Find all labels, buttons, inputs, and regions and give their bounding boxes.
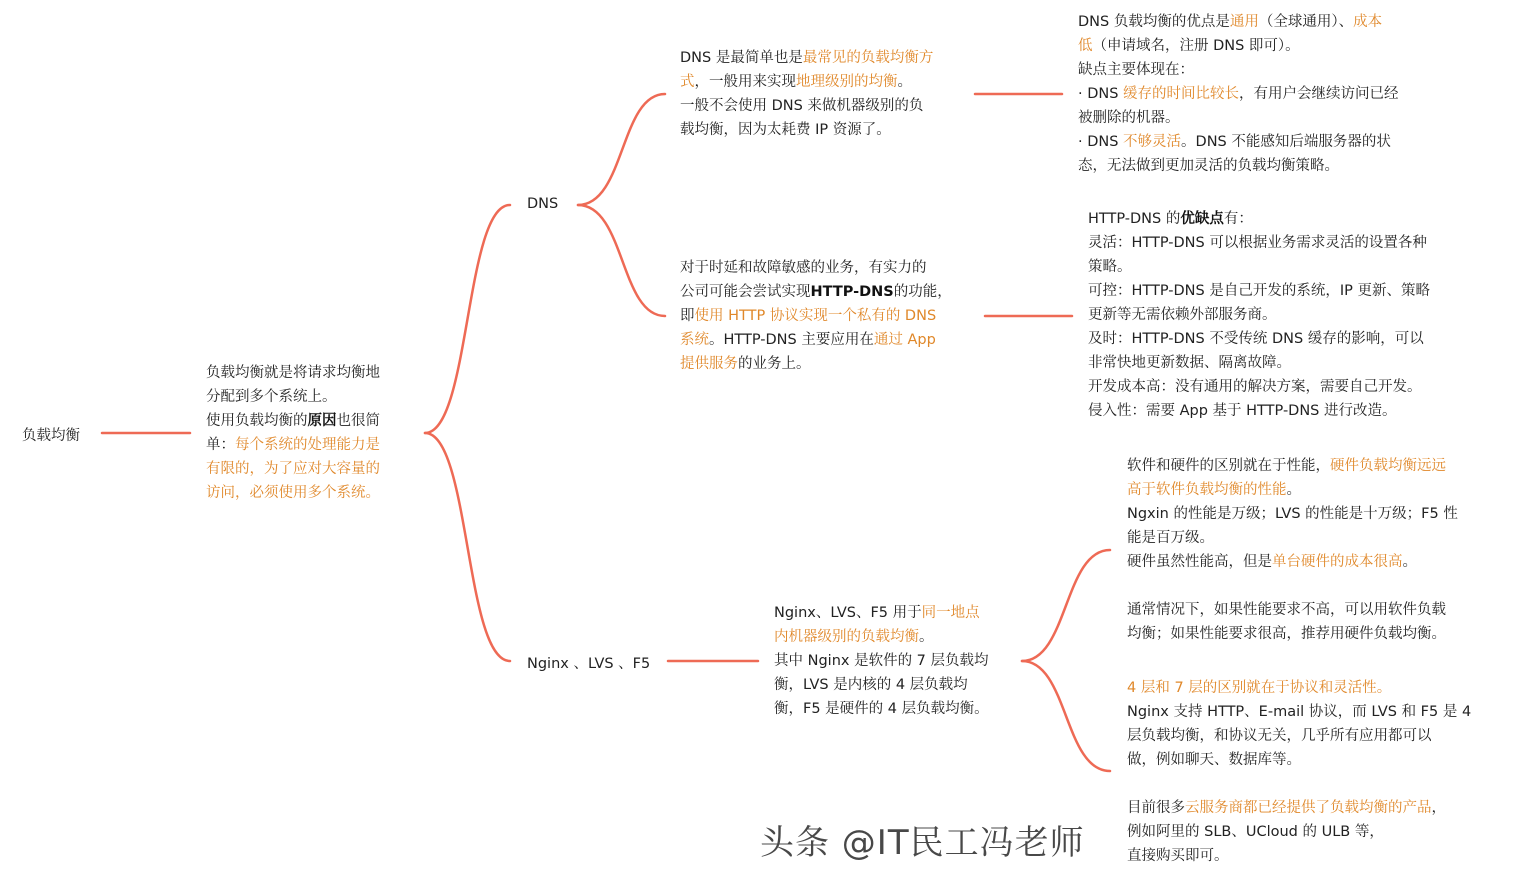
highlighted-text: 同一地点: [921, 605, 980, 621]
root-node[interactable]: 负载均衡: [22, 428, 80, 444]
text-segment: 。: [897, 74, 912, 90]
text-segment: 。: [1402, 554, 1417, 570]
text-line: [680, 118, 933, 142]
text-segment: 单：: [206, 437, 235, 453]
text-line: [1088, 255, 1430, 279]
text-segment: 例如阿里的 SLB、UCloud 的 ULB 等，: [1127, 824, 1384, 840]
highlighted-text: 不够灵活: [1123, 134, 1182, 150]
text-line: [680, 328, 952, 352]
branch-nginx-lvs-f5[interactable]: Nginx 、LVS 、F5: [527, 656, 651, 672]
highlighted-text: 成本: [1353, 14, 1383, 30]
root-description[interactable]: [206, 361, 380, 505]
text-line: [1127, 820, 1471, 844]
link-nginx-hwsw: [1022, 550, 1110, 661]
text-segment: 可控：HTTP-DNS 是自己开发的系统，IP 更新、策略: [1088, 283, 1430, 299]
text-line: [680, 304, 952, 328]
text-line: [1127, 700, 1471, 724]
text-segment: 态，无法做到更加灵活的负载均衡策略。: [1078, 158, 1339, 174]
text-segment: 及时：HTTP-DNS 不受传统 DNS 缓存的影响，可以: [1088, 331, 1424, 347]
link-nginx-layers: [1022, 661, 1110, 771]
text-segment: 开发成本高：没有通用的解决方案，需要自己开发。: [1088, 379, 1422, 395]
text-line: [206, 409, 380, 433]
highlighted-text: 低: [1078, 38, 1093, 54]
text-line: [1127, 574, 1458, 598]
text-segment: 公司可能会尝试实现: [680, 284, 811, 300]
text-line: [1078, 58, 1399, 82]
text-line: [1127, 748, 1471, 772]
text-segment: 灵活：HTTP-DNS 可以根据业务需求灵活的设置各种: [1088, 235, 1427, 251]
text-line: [1088, 207, 1430, 231]
highlighted-text: 高于软件负载均衡的性能: [1127, 482, 1287, 498]
text-segment: 对于时延和故障敏感的业务，有实力的: [680, 260, 927, 276]
text-line: [774, 625, 989, 649]
bold-text: HTTP-DNS: [810, 284, 894, 300]
text-segment: 软件和硬件的区别就在于性能，: [1127, 458, 1330, 474]
text-segment: 目前很多: [1127, 800, 1185, 816]
text-segment: 通常情况下，如果性能要求不高，可以用软件负载: [1127, 602, 1446, 618]
highlighted-text: 访问，必须使用多个系统。: [206, 485, 380, 501]
text-segment: HTTP-DNS 的: [1088, 211, 1181, 227]
layer4-layer7-difference[interactable]: [1127, 676, 1471, 868]
text-segment: Nginx、LVS、F5 用于: [774, 605, 922, 621]
text-line: [1127, 622, 1458, 646]
text-line: [1088, 375, 1430, 399]
text-segment: 均衡；如果性能要求很高，推荐用硬件负载均衡。: [1127, 626, 1446, 642]
highlighted-text: 单台硬件的成本很高: [1272, 554, 1403, 570]
watermark: 头条 @IT民工冯老师: [760, 823, 1085, 863]
text-line: [1088, 399, 1430, 423]
highlighted-text: 提供服务: [680, 356, 738, 372]
text-segment: Ngxin 的性能是万级；LVS 的性能是十万级；F5 性: [1127, 506, 1458, 522]
hardware-software-difference[interactable]: [1127, 454, 1458, 646]
text-line: [1127, 526, 1458, 550]
text-line: [1088, 327, 1430, 351]
text-line: [774, 697, 989, 721]
text-segment: 衡，F5 是硬件的 4 层负载均衡。: [774, 701, 989, 717]
text-line: [774, 673, 989, 697]
text-line: [1127, 550, 1458, 574]
text-segment: 衡，LVS 是内核的 4 层负载均: [774, 677, 968, 693]
text-line: [1127, 478, 1458, 502]
text-line: [774, 649, 989, 673]
highlighted-text: 最常见的负载均衡方: [802, 50, 934, 66]
bold-text: 原因: [307, 413, 337, 429]
http-dns-description[interactable]: [680, 256, 952, 376]
text-line: [680, 256, 952, 280]
link-dns-desc: [578, 94, 665, 205]
text-segment: 分配到多个系统上。: [206, 389, 337, 405]
text-line: [680, 352, 952, 376]
text-line: [206, 481, 380, 505]
text-segment: 的功能，: [893, 284, 952, 300]
text-segment: 被删除的机器。: [1078, 110, 1180, 126]
highlighted-text: 式: [680, 74, 695, 90]
text-segment: 负载均衡就是将请求均衡地: [206, 365, 380, 381]
text-segment: DNS 负载均衡的优点是: [1078, 14, 1230, 30]
text-segment: 硬件虽然性能高，但是: [1127, 554, 1272, 570]
highlighted-text: 有限的，为了应对大容量的: [206, 461, 380, 477]
text-segment: · DNS: [1078, 134, 1124, 150]
highlighted-text: 系统: [680, 332, 709, 348]
text-line: [1078, 106, 1399, 130]
text-segment: 策略。: [1088, 259, 1132, 275]
text-segment: 更新等无需依赖外部服务商。: [1088, 307, 1277, 323]
dns-description[interactable]: [680, 46, 933, 142]
text-segment: 。: [919, 629, 934, 645]
text-line: [680, 70, 933, 94]
text-segment: 直接购买即可。: [1127, 848, 1229, 864]
text-segment: · DNS: [1078, 86, 1124, 102]
text-segment: 层负载均衡，和协议无关，几乎所有应用都可以: [1127, 728, 1432, 744]
text-line: [1078, 82, 1399, 106]
nginx-lvs-f5-description[interactable]: [774, 601, 989, 721]
text-line: [680, 280, 952, 304]
text-segment: 载均衡，因为太耗费 IP 资源了。: [680, 122, 891, 138]
text-line: [1078, 34, 1399, 58]
text-line: [1078, 130, 1399, 154]
text-line: [1127, 502, 1458, 526]
text-line: [1078, 154, 1399, 178]
text-line: [1088, 303, 1430, 327]
highlighted-text: 使用 HTTP 协议实现一个私有的 DNS: [694, 308, 937, 324]
text-line: [1127, 598, 1458, 622]
text-segment: （全球通用）、: [1258, 14, 1354, 30]
dns-pros-cons[interactable]: [1078, 10, 1399, 178]
text-segment: Nginx 支持 HTTP、E-mail 协议，而 LVS 和 F5 是 4: [1127, 704, 1472, 720]
text-segment: 有：: [1223, 211, 1253, 227]
text-segment: ，一般用来实现: [694, 74, 796, 90]
text-segment: 能是百万级。: [1127, 530, 1214, 546]
text-line: [1127, 796, 1471, 820]
text-segment: 。HTTP-DNS 主要应用在: [709, 332, 874, 348]
text-line: [1088, 351, 1430, 375]
text-segment: 。DNS 不能感知后端服务器的状: [1181, 134, 1391, 150]
text-line: [1127, 676, 1471, 700]
branch-dns[interactable]: DNS: [527, 196, 559, 212]
text-line: [206, 385, 380, 409]
text-segment: 非常快地更新数据、隔离故障。: [1088, 355, 1291, 371]
http-dns-pros-cons[interactable]: [1088, 207, 1430, 423]
text-line: [1127, 454, 1458, 478]
text-segment: ，有用户会继续访问已经: [1239, 86, 1399, 102]
text-line: [1127, 844, 1471, 868]
highlighted-text: 硬件负载均衡远远: [1330, 458, 1446, 474]
text-line: [1088, 279, 1430, 303]
highlighted-text: 缓存的时间比较长: [1123, 86, 1240, 102]
text-segment: 缺点主要体现在：: [1078, 62, 1194, 78]
text-segment: 。: [1286, 482, 1301, 498]
highlighted-text: 通用: [1229, 14, 1259, 30]
bold-text: 优缺点: [1180, 211, 1224, 227]
link-root-dns: [425, 205, 510, 433]
text-segment: 其中 Nginx 是软件的 7 层负载均: [774, 653, 989, 669]
text-line: [774, 601, 989, 625]
highlighted-text: 4 层和 7 层的区别就在于协议和灵活性。: [1127, 680, 1392, 696]
text-segment: 一般不会使用 DNS 来做机器级别的负: [680, 98, 924, 114]
highlighted-text: 云服务商都已经提供了负载均衡的产品: [1185, 800, 1432, 816]
link-dns-httpdns: [578, 205, 665, 316]
text-segment: 的业务上。: [738, 356, 811, 372]
link-root-nginx: [425, 433, 510, 661]
text-line: [1088, 231, 1430, 255]
text-line: [1127, 772, 1471, 796]
text-line: [206, 433, 380, 457]
text-line: [1078, 10, 1399, 34]
text-segment: 做，例如聊天、数据库等。: [1127, 752, 1301, 768]
text-line: [206, 457, 380, 481]
highlighted-text: 通过 App: [873, 332, 936, 348]
text-segment: 即: [680, 308, 695, 324]
highlighted-text: 每个系统的处理能力是: [235, 437, 380, 453]
text-line: [680, 46, 933, 70]
text-line: [206, 361, 380, 385]
text-line: [1127, 724, 1471, 748]
text-segment: 使用负载均衡的: [206, 413, 308, 429]
highlighted-text: 地理级别的均衡: [796, 74, 898, 90]
text-segment: ，: [1431, 800, 1446, 816]
text-segment: 侵入性：需要 App 基于 HTTP-DNS 进行改造。: [1088, 403, 1397, 419]
text-segment: 也很简: [336, 413, 380, 429]
highlighted-text: 内机器级别的负载均衡: [774, 629, 919, 645]
text-segment: （申请域名，注册 DNS 即可）。: [1092, 38, 1300, 54]
text-line: [680, 94, 933, 118]
text-segment: DNS 是最简单也是: [680, 50, 803, 66]
